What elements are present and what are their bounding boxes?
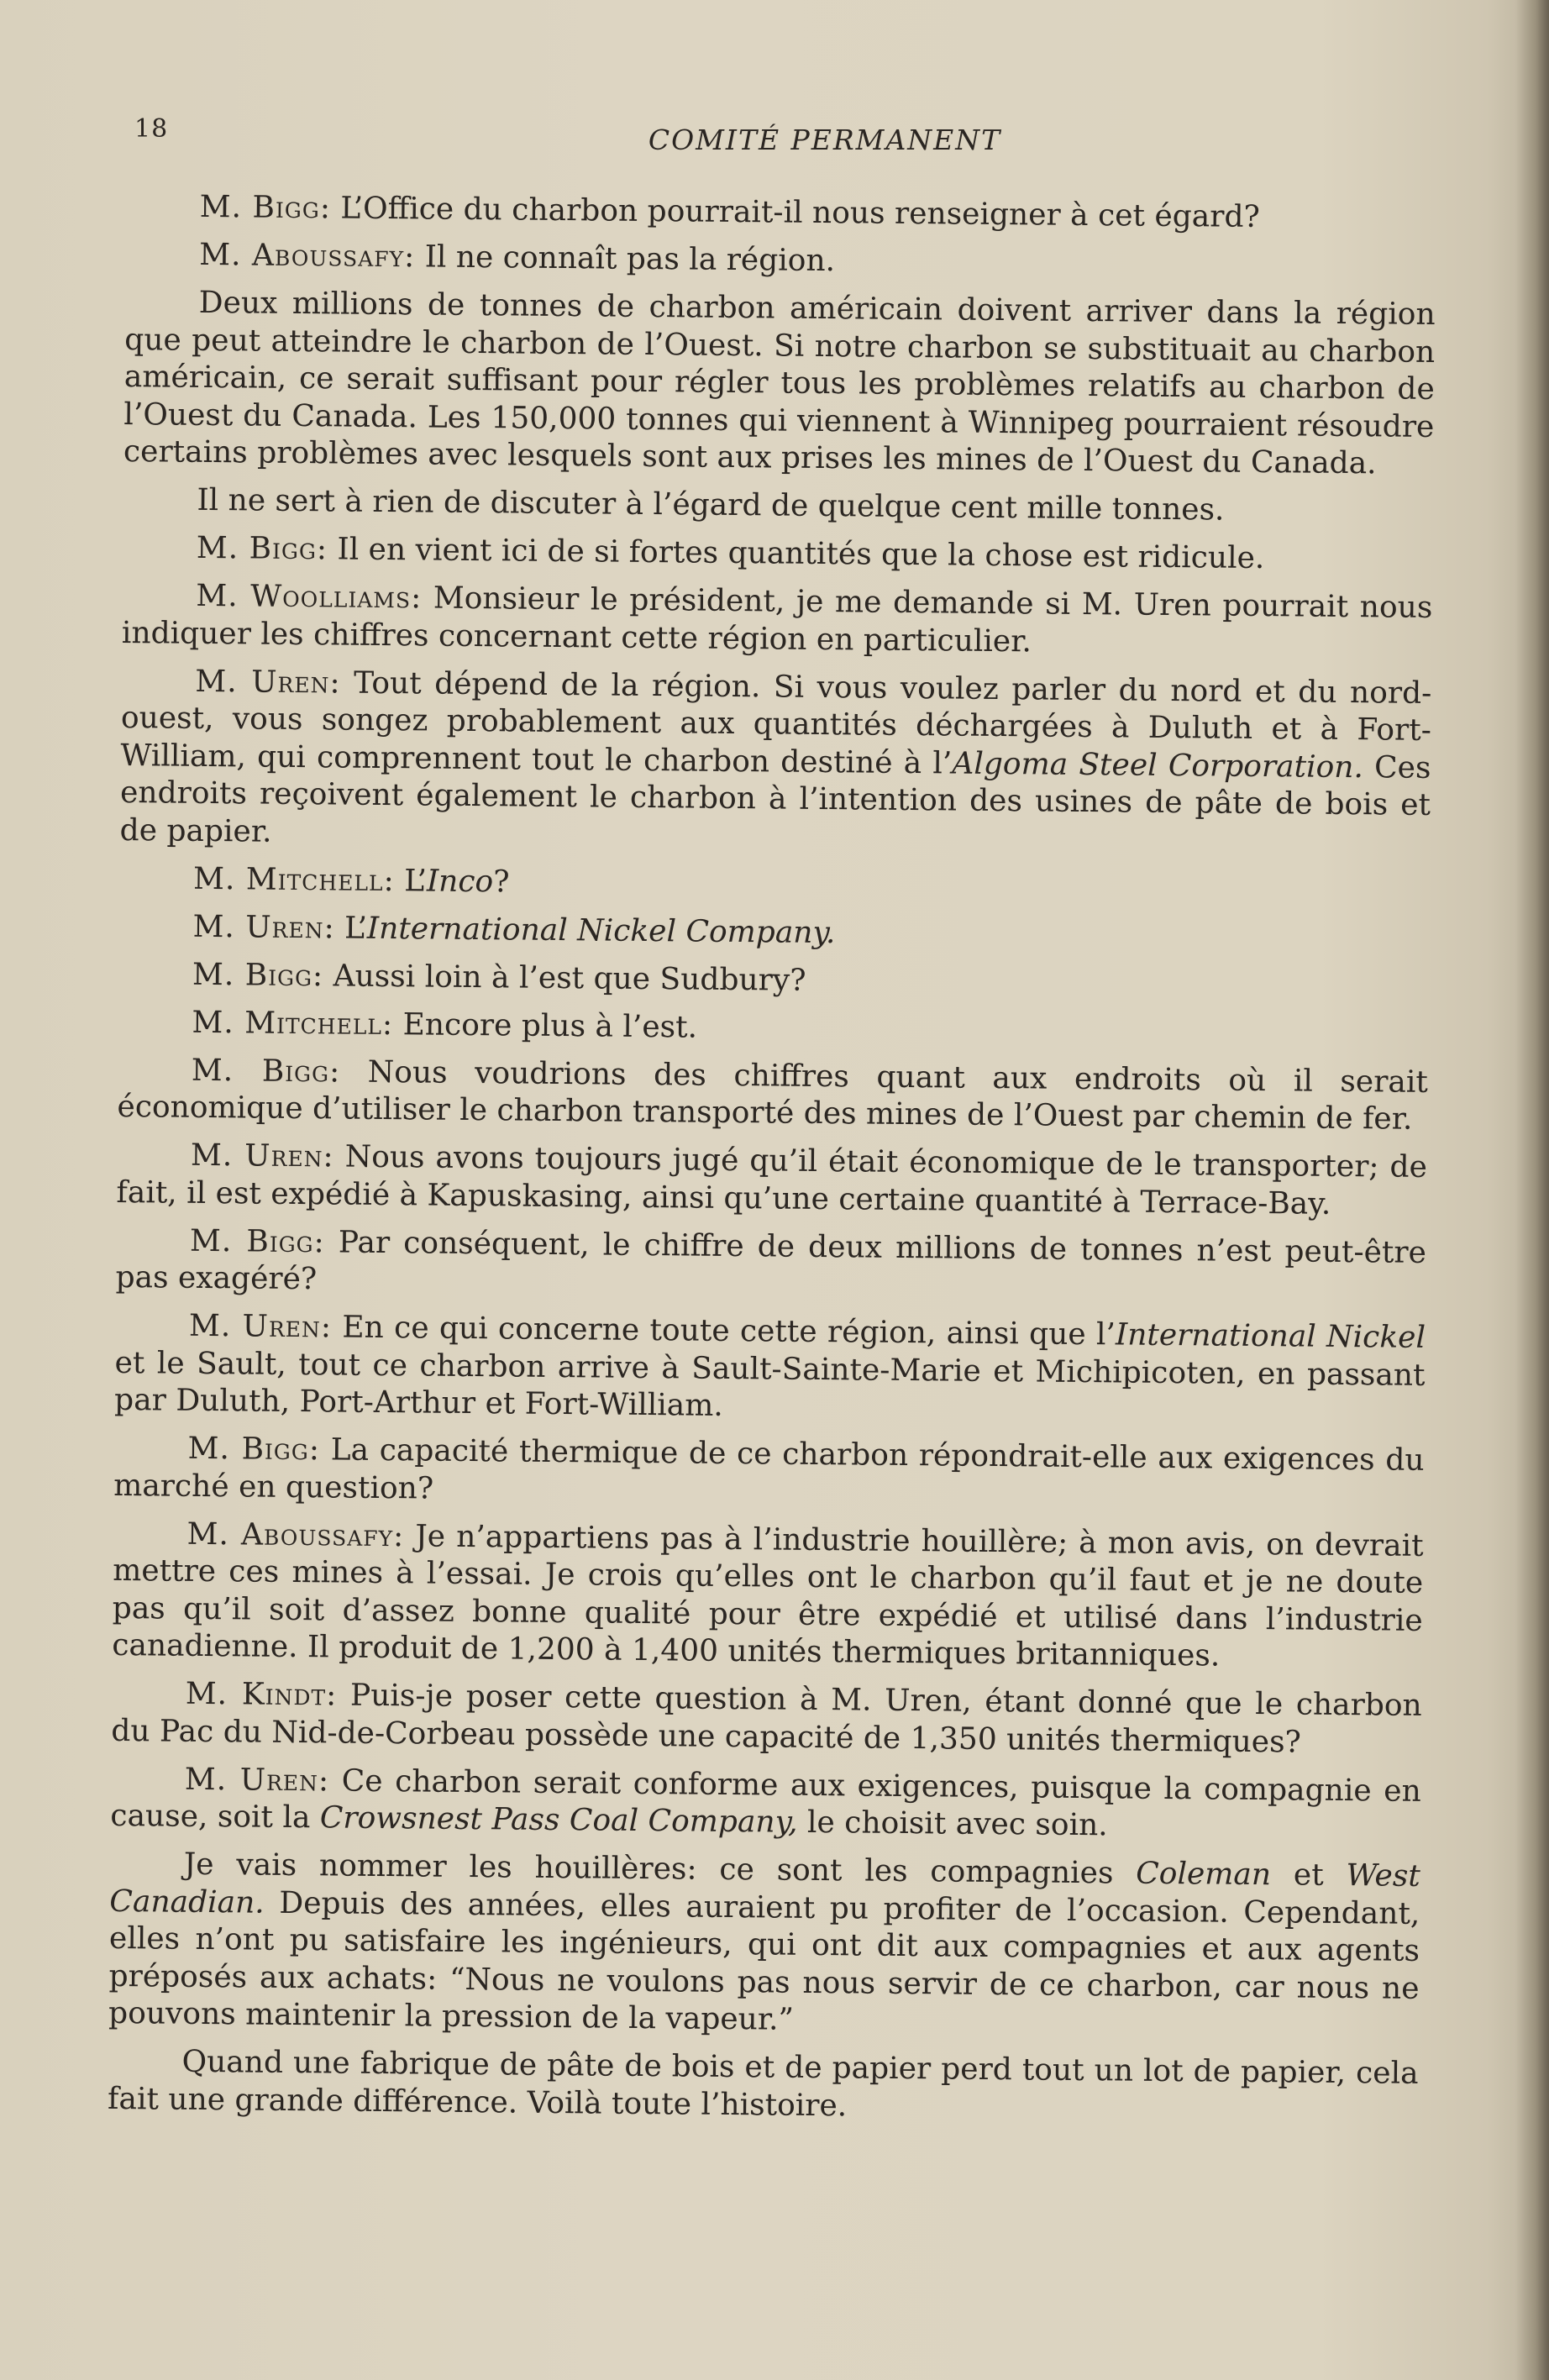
paragraph [123,284,1436,483]
italic-name: West Canadian. [109,1858,1420,1920]
paragraph [116,1137,1427,1224]
italic-name: Algoma Steel Corporation. [952,745,1364,785]
paragraph [126,188,1436,238]
paragraph-text: Il en vient ici de si fortes quantités que la chose est ridicule. [327,532,1265,576]
speaker-name: M. Uren: [192,909,335,945]
italic-name: International Nickel [1115,1317,1426,1355]
speaker-name: M. Kindt: [185,1676,338,1713]
paragraph-text: Par conséquent, le chiffre de deux millions de tonnes n’est peut-être pas exagéré? [115,1224,1427,1297]
paragraph [122,577,1433,665]
speaker-name: M. Uren: [188,1308,333,1345]
paragraph [119,859,1430,909]
speaker-name: M. Aboussafy: [199,237,416,275]
paragraph-text: et le Sault, tout ce charbon arrive à Sault-Sainte-Marie et Michipicoten, en passant par Duluth, Port-Arthur et Fort-William. [113,1345,1426,1423]
speaker-name: M. Bigg: [199,189,332,226]
paragraph-text: Tout dépend de la région. Si vous voulez parler du nord et du nord-ouest, vous songez probablement aux quantités déchargées à Duluth et à Fort-William, qui comprennent tout le charbon destiné à l’ [120,665,1432,780]
paragraph [123,529,1433,579]
paragraph-text: Ce charbon serait conforme aux exigences, puisque la compagnie en cause, soit la [110,1763,1421,1836]
paragraph-text: Je n’appartiens pas à l’industrie houillère; à mon avis, on devrait mettre ces mines à l’essai. Je crois qu’elles ont le charbon qu’il faut et je ne doute pas qu’il soit d’assez bonne qualité pour être expédié et utilisé dans l’industrie canadienne. Il produit de 1,200 à 1,400 unités thermiques britanniques. [112,1518,1424,1673]
paragraph-text: Nous avons toujours jugé qu’il était économique de le transporter; de fait, il est expédié à Kapuskasing, ainsi qu’une certaine quantité à Terrace-Bay. [116,1139,1428,1222]
speaker-name: M. Bigg: [189,1223,325,1259]
paragraph-text: Depuis des années, elles auraient pu profiter de l’occasion. Cependant, elles n’ont pu satisfaire les ingénieurs, qui ont dit aux compagnies et aux agents préposés aux achats: “Nous ne voulons pas nous servir de ce charbon, car nous ne pouvons maintenir la pression de la vapeur.” [108,1885,1420,2037]
paragraph-text: Deux millions de tonnes de charbon américain doivent arriver dans la région que peut atteindre le charbon de l’Ouest. Si notre charbon se substituait au charbon américain, ce serait suffisant pour régler tous les problèmes relatifs au charbon de l’Ouest du Canada. Les 150,000 tonnes qui viennent à Winnipeg pourraient résoudre certains problèmes avec lesquels sont aux prises les mines de l’Ouest du Canada. [123,285,1436,481]
paragraph [112,1515,1424,1677]
page-number: 18 [134,114,169,144]
speaker-name: M. Bigg: [191,1053,341,1089]
speaker-name: M. Aboussafy: [186,1516,405,1553]
paragraph-text: Monsieur le président, je me demande si M. Uren pourrait nous indiquer les chiffres concernant cette région en particulier. [121,581,1433,659]
paragraph-text: Il ne connaît pas la région. [415,239,836,279]
paragraph-text: La capacité thermique de ce charbon répondrait-elle aux exigences du marché en question? [113,1432,1425,1506]
paragraph [115,1222,1426,1309]
speaker-name: M. Bigg: [196,530,328,567]
paragraph [119,662,1431,861]
paragraph [114,1307,1426,1432]
paragraph [118,1003,1428,1053]
paragraph-text: Puis-je poser cette question à M. Uren, étant donné que le charbon du Pac du Nid-de-Corbeau possède une capacité de 1,350 unités thermiques? [111,1678,1422,1760]
paragraph [117,1051,1428,1138]
speaker-name: M. Uren: [184,1762,330,1798]
paragraph [118,955,1429,1005]
speaker-name: M. Mitchell: [192,861,395,898]
paragraph-text: Je vais nommer les houillères: ce sont les compagnies [183,1847,1137,1891]
paragraph [123,481,1433,531]
paragraph-text: Quand une fabrique de pâte de bois et de papier perd tout un lot de papier, cela fait une grande différence. Voilà toute l’histoire. [107,2044,1419,2123]
book-spine-shadow [1515,0,1549,2380]
speaker-name: M. Bigg: [187,1431,321,1468]
page-body [108,188,1436,2141]
paragraph [125,236,1436,286]
paragraph [108,2043,1419,2130]
paragraph-text: ? [492,864,510,899]
speaker-name: M. Uren: [195,664,341,700]
paragraph-text: Il ne sert à rien de discuter à l’égard de quelque cent mille tonnes. [197,482,1225,528]
paragraph-text: L’ [394,863,428,898]
paragraph-text: L’ [334,910,368,946]
running-title: COMITÉ PERMANENT [648,123,1002,156]
paragraph [108,1846,1420,2045]
italic-name: Coleman [1136,1856,1272,1893]
paragraph [111,1675,1422,1763]
paragraph [113,1430,1425,1517]
paragraph-text: L’Office du charbon pourrait-il nous renseigner à cet égard? [330,191,1261,234]
italic-name: Inco [426,863,494,899]
speaker-name: M. Woolliams: [196,578,423,616]
speaker-name: M. Uren: [190,1137,334,1174]
paragraph-text: Nous voudrions des chiffres quant aux endroits où il serait économique d’utiliser le charbon transporté des mines de l’Ouest par chemin de fer. [117,1053,1429,1137]
paragraph-text: et [1270,1857,1347,1894]
paragraph-text: Encore plus à l’est. [392,1006,698,1045]
italic-name: Crowsnest Pass Coal Company, [319,1800,798,1840]
paragraph [110,1760,1421,1847]
speaker-name: M. Bigg: [192,957,324,993]
paragraph-text: Ces endroits reçoivent également le charbon à l’intention des usines de pâte de bois et de papier. [119,749,1431,849]
speaker-name: M. Mitchell: [192,1005,394,1042]
italic-name: International Nickel Company. [366,911,836,950]
paragraph-text: le choisit avec soin. [797,1805,1108,1843]
paragraph-text: En ce qui concerne toute cette région, ainsi que l’ [331,1310,1116,1353]
paragraph [118,907,1429,957]
paragraph-text: Aussi loin à l’est que Sudbury? [323,958,806,998]
